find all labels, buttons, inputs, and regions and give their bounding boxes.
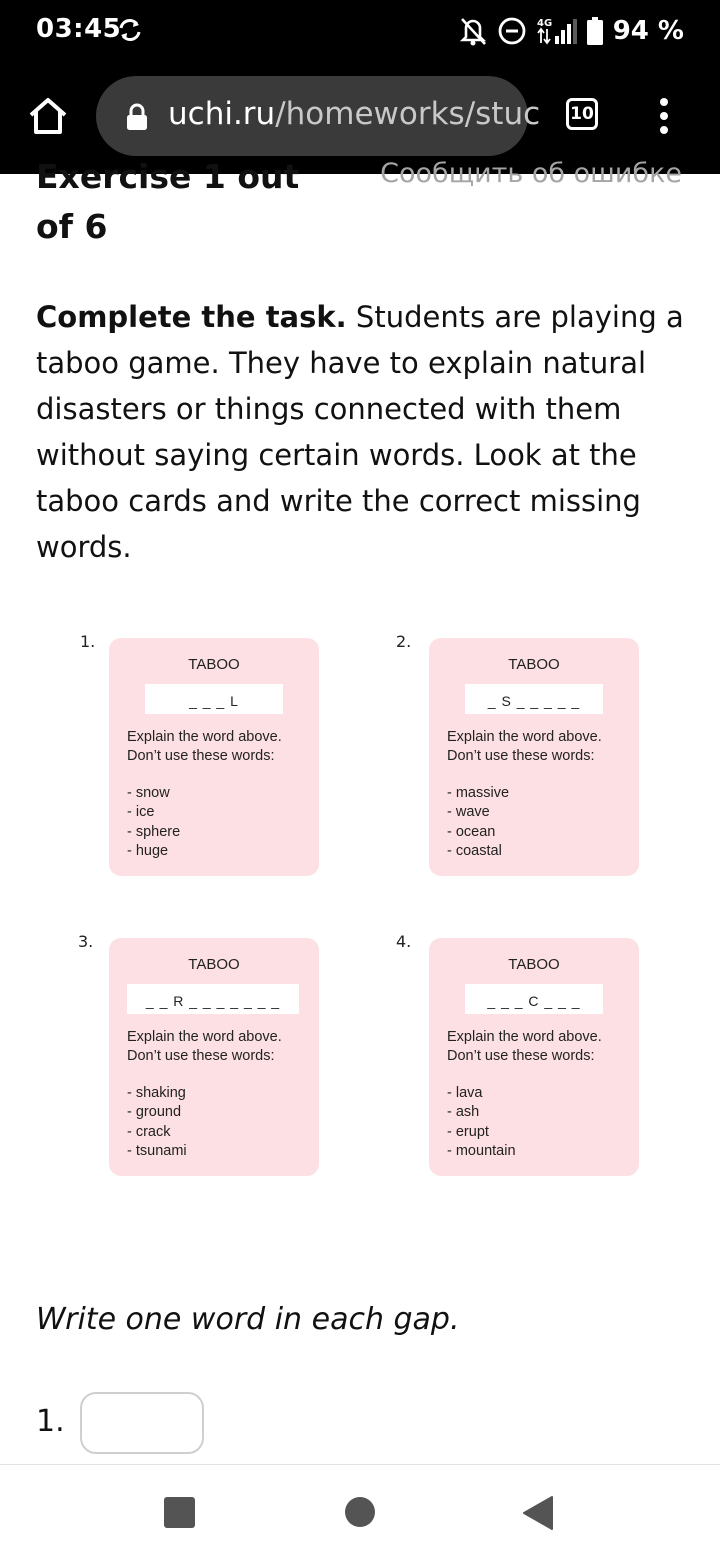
task-description: [36, 294, 686, 570]
forbidden-word: - ice: [127, 804, 155, 821]
sync-icon: [116, 16, 144, 44]
forbidden-word: - erupt: [447, 1123, 489, 1140]
card-explain: [127, 728, 282, 766]
instruction-text: Write one word in each gap.: [36, 1302, 460, 1337]
card-explain-line: Explain the word above.: [447, 729, 602, 745]
forbidden-word: - wave: [447, 804, 490, 821]
home-icon[interactable]: [26, 94, 70, 138]
card-explain: [447, 728, 602, 766]
card-number: 2.: [396, 632, 412, 651]
forbidden-word: - tsunami: [127, 1142, 187, 1159]
taboo-cards-image: [76, 632, 656, 1196]
mute-icon: [459, 16, 487, 46]
card-explain-line: Explain the word above.: [127, 729, 282, 745]
forbidden-word: - sphere: [127, 823, 181, 840]
taboo-card: [109, 938, 319, 1176]
battery-percent: 94 %: [612, 16, 684, 46]
forbidden-word: - crack: [127, 1123, 171, 1140]
recents-icon[interactable]: [164, 1497, 195, 1528]
forbidden-word: - ash: [447, 1104, 480, 1121]
card-word: _ _ _ L: [145, 684, 283, 714]
task-text: Students are playing a taboo game. They have to explain natural disasters or things connected with them without saying certain words. Look at the taboo cards and write the correct missing words.: [36, 300, 684, 564]
url-text: [168, 96, 540, 132]
forbidden-word: - massive: [447, 785, 510, 801]
card-header: TABOO: [188, 956, 240, 973]
taboo-card: [429, 638, 639, 876]
address-bar[interactable]: [96, 76, 541, 156]
back-icon[interactable]: [522, 1496, 554, 1530]
page-content: [0, 157, 720, 1464]
url-host: uchi.ru: [168, 96, 276, 132]
card-explain-line: Explain the word above.: [447, 1029, 602, 1045]
forbidden-word: - shaking: [127, 1085, 186, 1101]
card-explain-line: Don’t use these words:: [447, 1048, 595, 1064]
forbidden-words: [127, 784, 180, 861]
more-vert-icon[interactable]: [658, 98, 670, 134]
status-icons: [459, 14, 684, 48]
exercise-title: Exercise 1 out of 6: [36, 157, 300, 246]
card-explain-line: Don’t use these words:: [127, 1048, 275, 1064]
forbidden-word: - huge: [127, 842, 169, 859]
card-word: _ S _ _ _ _ _: [465, 684, 603, 714]
card-header: TABOO: [188, 656, 240, 673]
forbidden-words: [127, 1084, 187, 1161]
card-number: 3.: [78, 932, 94, 951]
signal-icon: [537, 16, 577, 46]
card-header: TABOO: [508, 656, 560, 673]
home-circle-icon[interactable]: [345, 1497, 375, 1527]
answer-label: 1.: [36, 1404, 65, 1439]
url-path: /homeworks/stuc: [275, 96, 541, 132]
forbidden-word: - coastal: [447, 842, 502, 859]
lock-icon: [126, 104, 148, 130]
card-explain-line: Don’t use these words:: [447, 748, 595, 764]
task-lead: Complete the task.: [36, 300, 347, 334]
card-explain: [127, 1028, 282, 1066]
card-explain-line: Explain the word above.: [127, 1029, 282, 1045]
card-header: TABOO: [508, 956, 560, 973]
card-explain-line: Don’t use these words:: [127, 748, 275, 764]
taboo-card: [109, 638, 319, 876]
forbidden-word: - ground: [127, 1104, 182, 1121]
card-explain: [447, 1028, 602, 1066]
forbidden-word: - mountain: [447, 1142, 516, 1159]
dnd-icon: [497, 16, 527, 46]
report-error-link[interactable]: Сообщить об ошибке: [380, 158, 682, 189]
battery-icon: [587, 17, 603, 45]
answer-input[interactable]: [80, 1392, 204, 1454]
tabs-icon[interactable]: 10: [566, 98, 598, 130]
status-time: 03:45: [36, 14, 122, 44]
card-word: _ _ _ C _ _ _: [465, 984, 603, 1014]
forbidden-word: - ocean: [447, 823, 496, 840]
svg-text:4G: 4G: [536, 18, 552, 29]
taboo-card: [429, 938, 639, 1176]
forbidden-words: [447, 1084, 516, 1161]
forbidden-words: [447, 784, 509, 861]
navigation-bar: [0, 1464, 720, 1561]
forbidden-word: - snow: [127, 785, 170, 801]
card-number: 4.: [396, 932, 412, 951]
card-word: _ _ R _ _ _ _ _ _ _: [127, 984, 299, 1014]
card-number: 1.: [80, 632, 96, 651]
forbidden-word: - lava: [447, 1085, 483, 1101]
status-bar: [0, 0, 720, 62]
